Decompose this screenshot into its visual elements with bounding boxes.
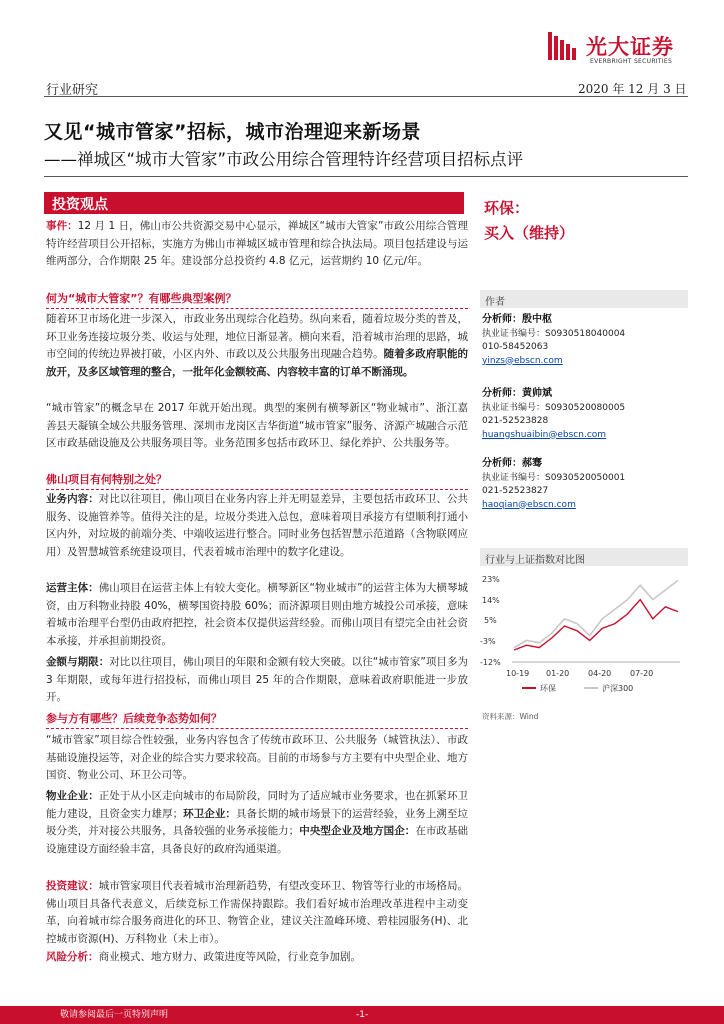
y-tick-label: 23% bbox=[482, 575, 500, 584]
page-number: -1- bbox=[356, 1010, 369, 1020]
y-tick-label: 14% bbox=[482, 596, 500, 605]
question-heading-3: 参与方有哪些？后续竞争态势如何？ bbox=[46, 710, 468, 729]
footer-disclaimer: 敬请参阅最后一页特别声明 bbox=[60, 1010, 169, 1020]
event-paragraph: 事件：12 月 1 日，佛山市公共资源交易中心显示，禅城区“城市大管家”市政公用综合管理特许经营项目公开招标，实施方为佛山市禅城区城市管理和综合执法局。项目包括建设与运维两部分，合作期限 25 年。建设部分总投资约 4.8 亿元，运营期约 10 亿元/年。 bbox=[46, 220, 468, 268]
authors-header: 作者 bbox=[480, 290, 688, 308]
paragraph-1: 随着环卫市场化进一步深入，市政业务出现综合化趋势。纵向来看，随着垃圾分类的普及，环卫业务连接垃圾分类、收运与处理，地位日渐显著。横向来看，沿着城市治理的思路，城市空间的传统边界被打破，小区内外、市政以及公共服务出现融合趋势。随着多政府职能的放开，及多区域管理的整合，一批年化金额较高、内容较丰富的订单不断涌现。 bbox=[46, 313, 468, 378]
analyst-block: 分析师：黄帅斌 执业证书编号：S0930520080005 021-52523828 huangshuaibin@ebscn.com bbox=[482, 387, 625, 442]
paragraph-business: 业务内容：对比以往项目，佛山项目在业务内容上并无明显差异，主要包括市政环卫、公共服务、设施管养等。值得关注的是，垃圾分类进入总包，意味着项目承接方有望顺利打通小区内外，对垃圾的前端分类、中端收运进行整合。同时业务包括智慧示范道路（含物联网应用）及智慧城管系统建设项目，代表着城市治理中的数字化建设。 bbox=[46, 493, 469, 558]
logo-text-en: EVERBRIGHT SECURITIES bbox=[590, 58, 673, 65]
chart-source: 资料来源：Wind bbox=[482, 712, 539, 721]
paragraph-risk: 风险分析：商业模式、地方财力、政策进度等风险，行业竞争加剧。 bbox=[46, 951, 361, 963]
analyst-email-link[interactable]: huangshuaibin@ebscn.com bbox=[482, 429, 607, 440]
paragraph-participants: “城市管家”项目综合性较强，业务内容包含了传统市政环卫、公共服务（城管执法）、市政基础设施投运等，对企业的综合实力要求较高。目前的市场参与方主要有中央型企业、地方国资、物业公司、环卫公司等。 bbox=[46, 734, 468, 782]
page-subtitle: ——禅城区“城市大管家”市政公用综合管理特许经营项目招标点评 bbox=[44, 150, 524, 169]
analyst-block: 分析师：殷中枢 执业证书编号：S0930518040004 010-58452063 yinzs@ebscn.com bbox=[482, 313, 625, 368]
section-label: 投资观点 bbox=[44, 192, 464, 214]
paragraph-2: “城市管家”的概念早在 2017 年就开始出现。典型的案例有横琴新区“物业城市”、浙江嘉善县天凝镇全域公共服务管理、深圳市龙岗区吉华街道“城市管家”服务、济源产城融合示范区市政基础设施及公共服务项目等。业务范围多包括市政环卫、绿化养护、公共服务等。 bbox=[46, 402, 468, 450]
industry-label: 环保： bbox=[484, 199, 530, 217]
x-tick-label: 01-20 bbox=[546, 669, 570, 678]
rating-label: 买入（维持） bbox=[484, 224, 575, 242]
series-line-1 bbox=[514, 580, 678, 647]
paragraph-recommendation: 投资建议：城市管家项目代表着城市治理新趋势，有望改变环卫、物管等行业的市场格局。佛山项目具备代表意义，后续竞标工作需保持跟踪。我们看好城市治理改革进程中主动变革，向着城市综合服务商进化的环卫、物管企业，建议关注盈峰环境、碧桂园服务(H)、北控城市资源(H)、万科物业（未上市）。 bbox=[46, 880, 469, 945]
legend-label: 环保 bbox=[540, 684, 556, 693]
x-tick-label: 10-19 bbox=[506, 669, 530, 678]
company-logo bbox=[546, 28, 582, 64]
legend-label: 沪深300 bbox=[602, 684, 634, 693]
y-tick-label: -3% bbox=[480, 637, 496, 646]
y-tick-label: 5% bbox=[484, 616, 497, 625]
analyst-email-link[interactable]: haoqian@ebscn.com bbox=[482, 499, 576, 510]
paragraph-competitors: 物业企业：正处于从小区走向城市的布局阶段，同时为了适应城市业务要求，也在抓紧环卫能力建设，且资金实力雄厚；环卫企业：具备长期的城市场景下的运营经验，业务上溯至垃圾分类，并对接公共服务，具备较强的业务承接能力；中央型企业及地方国企：在市政基础设施建设方面经验丰富，具备良好的政府沟通渠道。 bbox=[46, 790, 469, 855]
chart-header: 行业与上证指数对比图 bbox=[480, 548, 688, 566]
y-tick-label: -12% bbox=[480, 658, 501, 667]
report-category: 行业研究 bbox=[46, 83, 99, 98]
x-tick-label: 07-20 bbox=[630, 669, 654, 678]
question-heading-2: 佛山项目有何特别之处？ bbox=[46, 471, 468, 490]
report-date: 2020 年 12 月 3 日 bbox=[578, 82, 687, 96]
analyst-email-link[interactable]: yinzs@ebscn.com bbox=[482, 355, 563, 366]
logo-text-cn: 光大证券 bbox=[586, 35, 674, 59]
paragraph-amount: 金额与期限：对比以往项目，佛山项目的年限和金额有较大突破。以往“城市管家”项目多为 3 年期限，或每年进行招投标，而佛山项目 25 年的合作期限，意味着政府职能进一步放开。 bbox=[46, 656, 468, 704]
title-divider bbox=[44, 176, 688, 177]
comparison-chart bbox=[480, 570, 688, 708]
question-heading-1: 何为“城市大管家”？有哪些典型案例？ bbox=[46, 290, 468, 309]
paragraph-operator: 运营主体：佛山项目在运营主体上有较大变化。横琴新区“物业城市”的运营主体为大横琴城资，由万科物业持股 40%，横琴国资持股 60%；而济源项目则由地方城投公司承接，意味着城市治理平台型仍由政府把控，社会资本仅提供运营经验。而佛山项目有望完全由社会资本承接，并承担前期投资。 bbox=[46, 582, 468, 647]
header-divider bbox=[44, 96, 688, 97]
page-title: 又见“城市管家”招标，城市治理迎来新场景 bbox=[44, 121, 421, 143]
analyst-block: 分析师：郝骞 执业证书编号：S0930520050001 021-52523827 haoqian@ebscn.com bbox=[482, 457, 625, 512]
x-tick-label: 04-20 bbox=[588, 669, 612, 678]
